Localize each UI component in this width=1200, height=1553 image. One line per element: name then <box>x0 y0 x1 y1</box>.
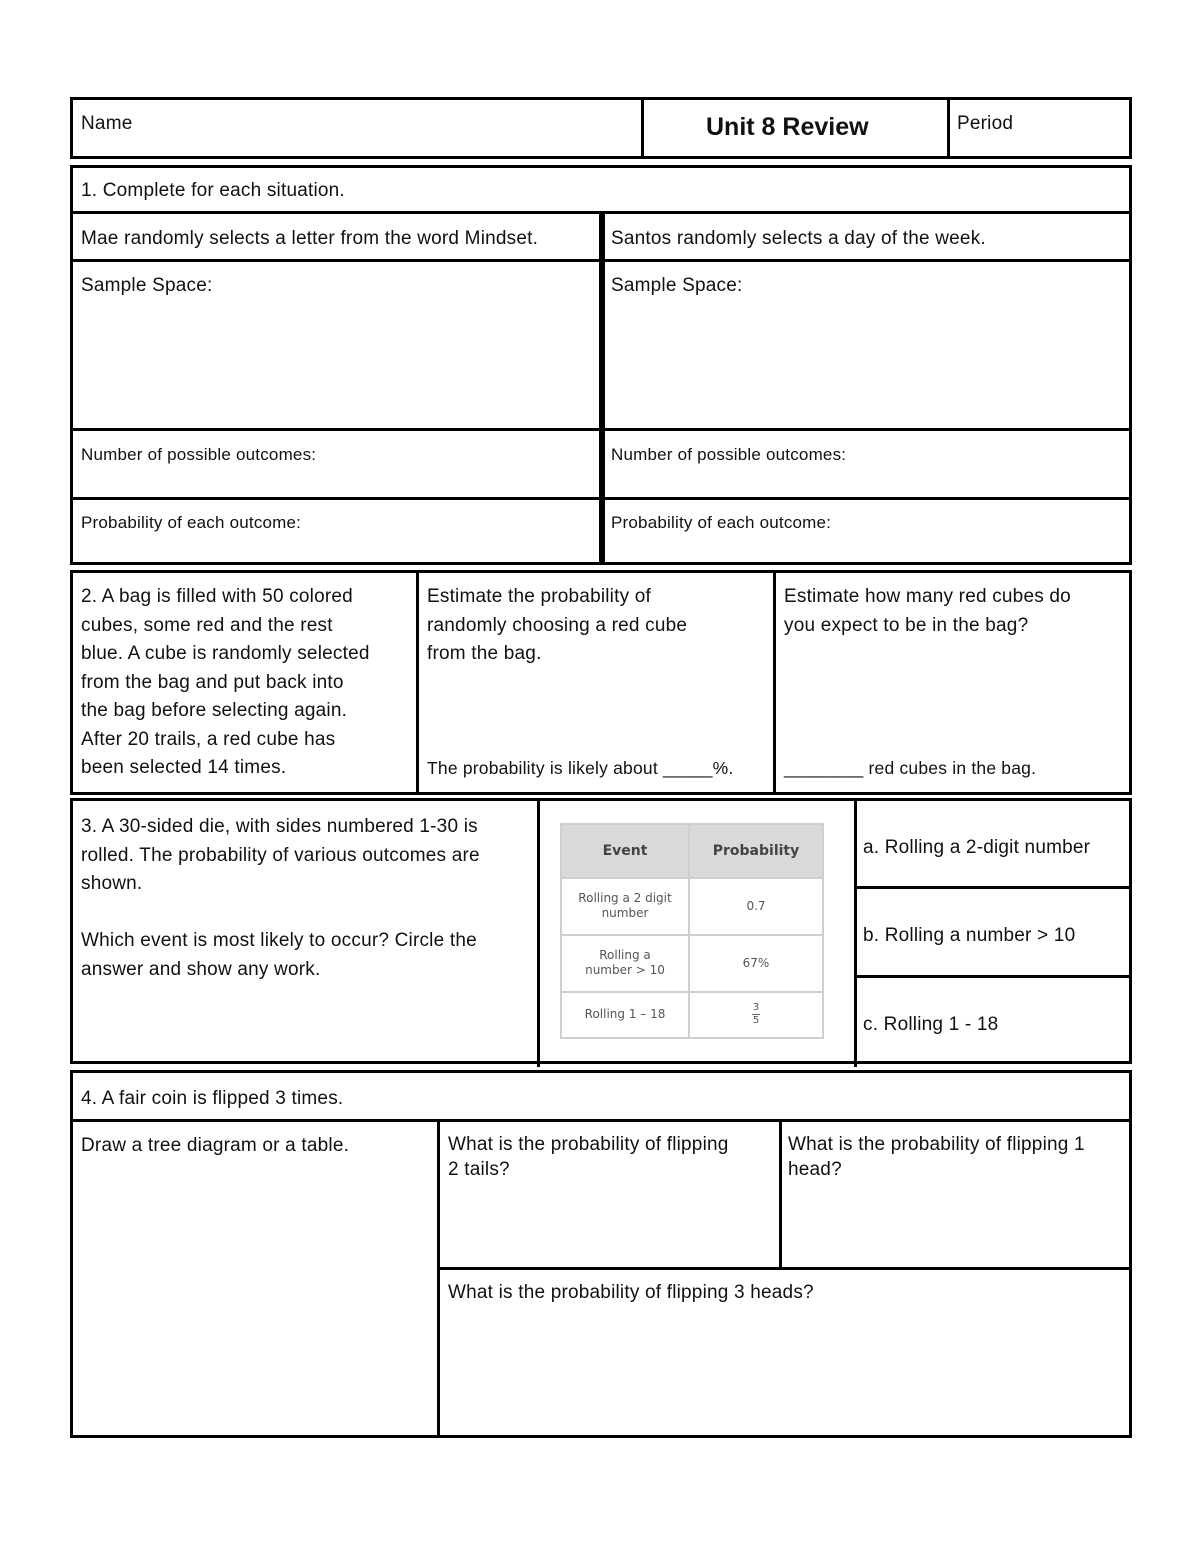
table-row <box>561 992 823 1038</box>
q3-instruction: Which event is most likely to occur? Circle the answer and show any work. <box>81 930 477 980</box>
fraction: $\frac{3}{5}$ <box>752 1001 760 1026</box>
table-cell-probability <box>689 992 823 1038</box>
q3-option-b[interactable]: b. Rolling a number > 10 <box>863 925 1076 946</box>
q1-right-probability: Probability of each outcome: <box>611 513 832 532</box>
page-title: Unit 8 Review <box>706 113 869 141</box>
table-header-row <box>561 824 823 878</box>
name-label: Name <box>81 113 133 134</box>
q2-estimate-probability: Estimate the probability of randomly choosing a red cube from the bag. <box>427 586 688 664</box>
table-cell-event: Rolling a number > 10 <box>561 935 689 992</box>
q4-two-tails-question: What is the probability of flipping 2 tails? <box>448 1134 729 1180</box>
q2-probability-answer: The probability is likely about _____%. <box>427 758 734 778</box>
q1-right-outcomes: Number of possible outcomes: <box>611 445 847 464</box>
q3-option-a[interactable]: a. Rolling a 2-digit number <box>863 837 1091 858</box>
probability-table <box>560 823 824 1039</box>
q4-one-head-question: What is the probability of flipping 1 head? <box>788 1134 1085 1180</box>
q1-left-probability: Probability of each outcome: <box>81 513 302 532</box>
q3-option-c[interactable]: c. Rolling 1 - 18 <box>863 1014 999 1035</box>
q4-three-heads-question: What is the probability of flipping 3 heads? <box>448 1282 814 1303</box>
q1-left-sample-space: Sample Space: <box>81 275 213 296</box>
table-header-event: Event <box>561 824 689 878</box>
table-cell-probability: 67% <box>689 935 823 992</box>
q2-cubes-answer: ________ red cubes in the bag. <box>784 758 1037 778</box>
question-4 <box>70 1070 1132 1438</box>
q1-right-situation: Santos randomly selects a day of the week. <box>611 228 986 249</box>
table-row <box>561 935 823 992</box>
q2-estimate-cubes: Estimate how many red cubes do you expect to be in the bag? <box>784 586 1071 636</box>
header-row <box>70 97 1132 159</box>
table-cell-probability: 0.7 <box>689 878 823 935</box>
question-1 <box>70 165 1132 565</box>
table-header-probability: Probability <box>689 824 823 878</box>
q4-prompt: 4. A fair coin is flipped 3 times. <box>81 1088 344 1109</box>
question-2 <box>70 570 1132 795</box>
q3-prompt: 3. A 30-sided die, with sides numbered 1-30 is rolled. The probability of various outcomes are shown. <box>81 816 480 894</box>
period-label: Period <box>957 113 1014 134</box>
q1-prompt: 1. Complete for each situation. <box>81 180 345 201</box>
q2-prompt: 2. A bag is filled with 50 colored cubes, some red and the rest blue. A cube is randomly selected from the bag and put back into the bag before selecting again. After 20 trails, a red cube has been selected 14 times. <box>81 586 370 778</box>
q1-left-situation: Mae randomly selects a letter from the word Mindset. <box>81 228 539 249</box>
table-row <box>561 878 823 935</box>
table-cell-event: Rolling 1 – 18 <box>561 992 689 1038</box>
q1-right-sample-space: Sample Space: <box>611 275 743 296</box>
q4-draw-instruction: Draw a tree diagram or a table. <box>81 1135 350 1156</box>
q1-left-outcomes: Number of possible outcomes: <box>81 445 317 464</box>
table-cell-event: Rolling a 2 digit number <box>561 878 689 935</box>
